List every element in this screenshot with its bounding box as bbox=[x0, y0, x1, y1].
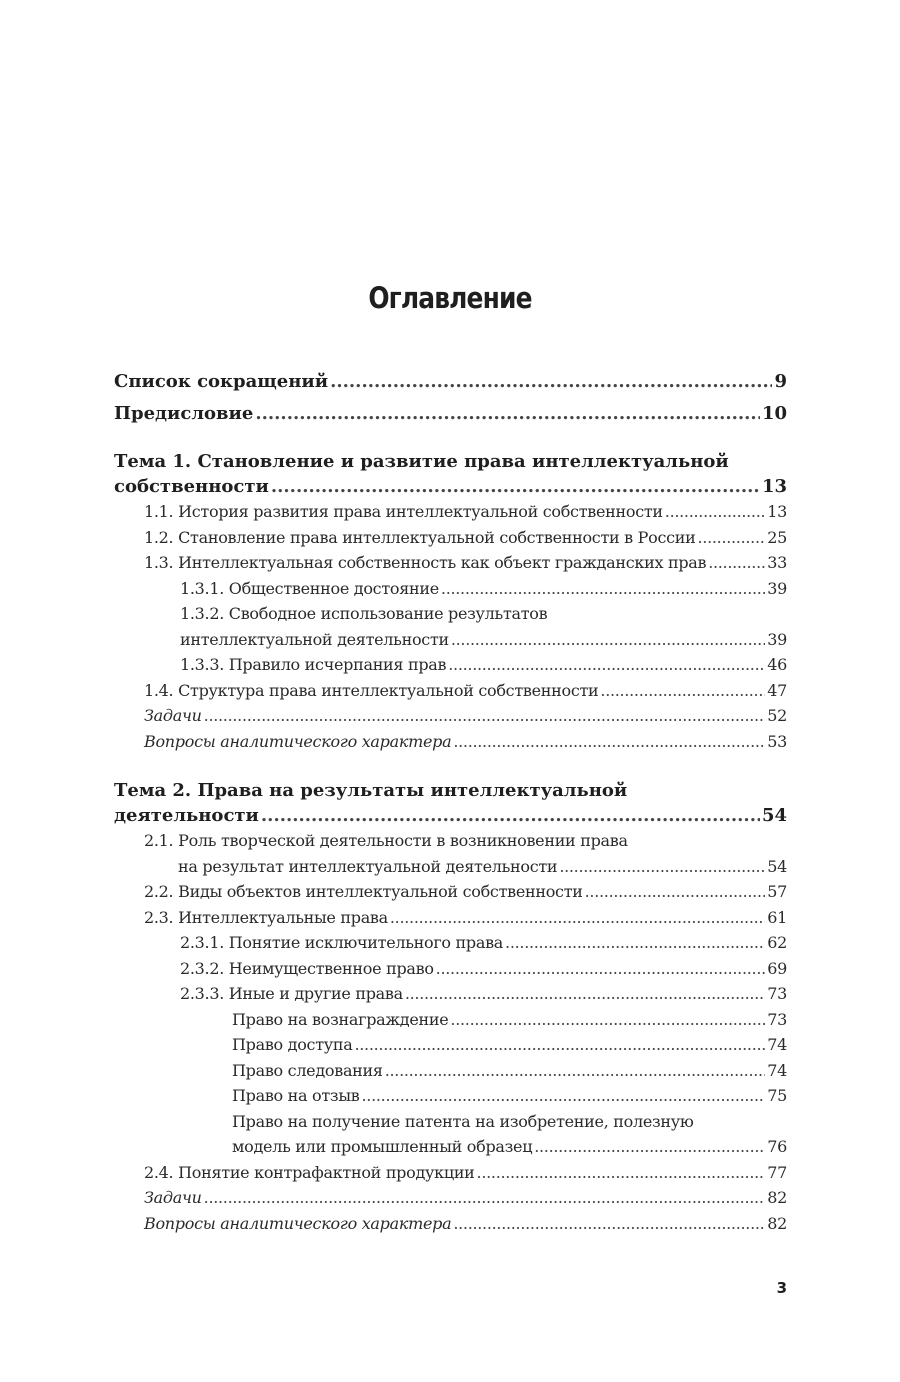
toc-page-number: 61 bbox=[767, 907, 787, 927]
leader-dots bbox=[255, 401, 760, 426]
leader-dots bbox=[534, 1134, 765, 1160]
leader-dots bbox=[453, 729, 765, 755]
leader-dots bbox=[505, 930, 765, 956]
toc-entry-2-questions[interactable] bbox=[114, 1211, 787, 1237]
toc-entry-right-access[interactable] bbox=[114, 1032, 787, 1058]
toc-entry-label: 2.3. Интеллектуальные права bbox=[144, 907, 388, 927]
toc-entry-label: 1.2. Становление права интеллектуальной собственности в России bbox=[144, 527, 696, 547]
toc-entry-1-2[interactable] bbox=[114, 525, 787, 551]
toc-page-number: 54 bbox=[761, 805, 787, 826]
toc-entry-label: 2.3.1. Понятие исключительного права bbox=[180, 933, 504, 952]
toc-entry-label: 2.4. Понятие контрафактной продукции bbox=[144, 1162, 475, 1182]
leader-dots bbox=[385, 1058, 766, 1084]
toc-entry-label: 2.3.3. Иные и другие права bbox=[180, 984, 403, 1003]
leader-dots bbox=[330, 369, 772, 394]
toc-entry-right-resale[interactable] bbox=[114, 1058, 787, 1084]
page-number: 3 bbox=[776, 1279, 787, 1297]
toc-entry-2-3-3[interactable] bbox=[114, 981, 787, 1007]
toc-entry-label: Право на отзыв bbox=[232, 1086, 360, 1105]
toc-entry-label-line2: на результат интеллектуальной деятельности bbox=[178, 856, 558, 876]
leader-dots bbox=[451, 627, 765, 653]
toc-entry-label-line1: Тема 1. Становление и развитие права интеллектуальной bbox=[114, 451, 729, 472]
toc-page-number: 82 bbox=[767, 1213, 787, 1233]
leader-dots bbox=[708, 550, 765, 576]
toc-entry-label: Задачи bbox=[144, 706, 202, 725]
leader-dots bbox=[204, 1185, 766, 1211]
toc-entry-1-3-2[interactable] bbox=[114, 601, 787, 652]
toc-page-number: 13 bbox=[767, 502, 787, 521]
leader-dots bbox=[559, 854, 765, 880]
toc-entry-right-remuneration[interactable] bbox=[114, 1007, 787, 1033]
toc-entry-2-3[interactable] bbox=[114, 905, 787, 931]
toc-page-number: 54 bbox=[767, 856, 787, 876]
toc-entry-label-line2: модель или промышленный образец bbox=[232, 1137, 533, 1156]
toc-page-number: 39 bbox=[767, 578, 787, 598]
toc-page-number: 39 bbox=[767, 629, 787, 649]
toc-entry-1-questions[interactable] bbox=[114, 729, 787, 755]
table-of-contents bbox=[114, 369, 787, 1236]
toc-entry-label: Предисловие bbox=[114, 403, 254, 424]
toc-page-number: 74 bbox=[767, 1060, 787, 1080]
leader-dots bbox=[271, 474, 760, 499]
leader-dots bbox=[405, 981, 765, 1007]
toc-page-number: 75 bbox=[767, 1086, 787, 1105]
toc-entry-2-2[interactable] bbox=[114, 879, 787, 905]
leader-dots bbox=[585, 879, 766, 905]
toc-entry-1-3-1[interactable] bbox=[114, 576, 787, 602]
toc-entry-1-4[interactable] bbox=[114, 678, 787, 704]
toc-page-number: 82 bbox=[767, 1188, 787, 1207]
leader-dots bbox=[261, 803, 760, 828]
toc-entry-2-3-2[interactable] bbox=[114, 956, 787, 982]
toc-entry-label: Список сокращений bbox=[114, 371, 329, 392]
toc-entry-label-line1: Право на получение патента на изобретение, полезную bbox=[232, 1111, 694, 1131]
toc-entry-label: 1.3.3. Правило исчерпания прав bbox=[180, 655, 447, 674]
leader-dots bbox=[477, 1160, 766, 1186]
toc-entry-label-line2: собственности bbox=[114, 476, 269, 497]
toc-page-number: 69 bbox=[767, 958, 787, 978]
leader-dots bbox=[354, 1032, 765, 1058]
leader-dots bbox=[390, 905, 765, 931]
toc-entry-label: 1.3. Интеллектуальная собственность как объект гражданских прав bbox=[144, 553, 707, 572]
toc-entry-label: Задачи bbox=[144, 1188, 202, 1207]
toc-entry-2-1[interactable] bbox=[114, 828, 787, 879]
toc-entry-2-3-1[interactable] bbox=[114, 930, 787, 956]
toc-entry-label: Право доступа bbox=[232, 1035, 353, 1054]
toc-entry-1-3[interactable] bbox=[114, 550, 787, 576]
toc-entry-2-tasks[interactable] bbox=[114, 1185, 787, 1211]
toc-entry-label: Право на вознаграждение bbox=[232, 1009, 449, 1029]
toc-entry-label: 2.3.2. Неимущественное право bbox=[180, 958, 434, 978]
leader-dots bbox=[450, 1007, 765, 1033]
toc-entry-theme-1[interactable] bbox=[114, 449, 787, 499]
leader-dots bbox=[204, 703, 766, 729]
toc-entry-theme-2[interactable] bbox=[114, 778, 787, 828]
toc-entry-label: 1.3.1. Общественное достояние bbox=[180, 578, 439, 598]
toc-entry-abbreviations[interactable] bbox=[114, 369, 787, 394]
toc-page-number: 33 bbox=[767, 553, 787, 572]
toc-entry-label-line2: деятельности bbox=[114, 805, 259, 826]
toc-page-number: 53 bbox=[767, 731, 787, 751]
toc-page-number: 73 bbox=[767, 1009, 787, 1029]
toc-page-number: 10 bbox=[761, 403, 787, 424]
toc-entry-label: Вопросы аналитического характера bbox=[144, 1213, 452, 1233]
leader-dots bbox=[698, 525, 766, 551]
toc-entry-1-1[interactable] bbox=[114, 499, 787, 525]
toc-page-number: 76 bbox=[767, 1137, 787, 1156]
toc-entry-1-tasks[interactable] bbox=[114, 703, 787, 729]
toc-page-number: 77 bbox=[767, 1162, 787, 1182]
toc-page-number: 57 bbox=[767, 882, 787, 901]
toc-page-number: 47 bbox=[767, 680, 787, 700]
toc-entry-label-line1: Тема 2. Права на результаты интеллектуальной bbox=[114, 780, 628, 801]
page-title: Оглавление bbox=[368, 281, 532, 315]
leader-dots bbox=[362, 1083, 766, 1109]
toc-entry-2-4[interactable] bbox=[114, 1160, 787, 1186]
toc-entry-preface[interactable] bbox=[114, 401, 787, 426]
toc-entry-right-withdrawal[interactable] bbox=[114, 1083, 787, 1109]
toc-entry-1-3-3[interactable] bbox=[114, 652, 787, 678]
toc-entry-label: 1.4. Структура права интеллектуальной собственности bbox=[144, 680, 599, 700]
toc-page-number: 74 bbox=[767, 1035, 787, 1054]
toc-page-number: 46 bbox=[767, 655, 787, 674]
toc-page-number: 25 bbox=[767, 527, 787, 547]
leader-dots bbox=[436, 956, 766, 982]
toc-entry-label-line1: 2.1. Роль творческой деятельности в возникновении права bbox=[144, 831, 628, 850]
toc-entry-label-line2: интеллектуальной деятельности bbox=[180, 629, 449, 649]
toc-entry-label: Вопросы аналитического характера bbox=[144, 731, 452, 751]
toc-entry-right-patent[interactable] bbox=[114, 1109, 787, 1160]
toc-page-number: 73 bbox=[767, 984, 787, 1003]
leader-dots bbox=[441, 576, 765, 602]
toc-entry-label: Право следования bbox=[232, 1060, 383, 1080]
toc-page-number: 9 bbox=[774, 371, 787, 392]
leader-dots bbox=[448, 652, 765, 678]
toc-page-number: 13 bbox=[761, 476, 787, 497]
toc-page-number: 52 bbox=[767, 706, 787, 725]
toc-entry-label-line1: 1.3.2. Свободное использование результатов bbox=[180, 604, 548, 623]
leader-dots bbox=[600, 678, 765, 704]
toc-entry-label: 2.2. Виды объектов интеллектуальной собственности bbox=[144, 882, 583, 901]
leader-dots bbox=[665, 499, 765, 525]
leader-dots bbox=[453, 1211, 765, 1237]
toc-page-number: 62 bbox=[767, 933, 787, 952]
toc-entry-label: 1.1. История развития права интеллектуальной собственности bbox=[144, 502, 663, 521]
